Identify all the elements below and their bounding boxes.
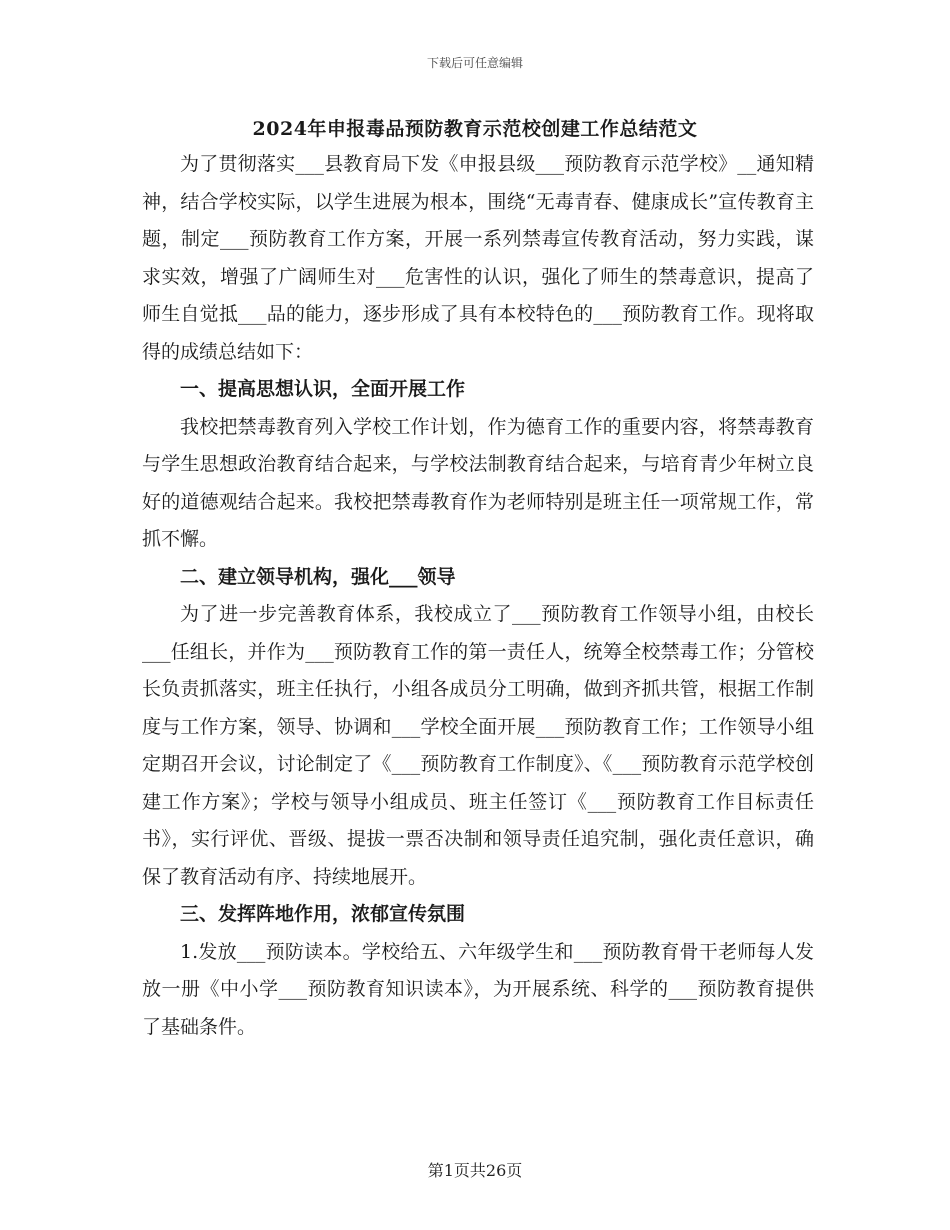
section-paragraph-2: 为了进一步完善教育体系，我校成立了___预防教育工作领导小组，由校长___任组长，并作为___预防教育工作的第一责任人，统筹全校禁毒工作；分管校长负责抓落实，班主任执行，小组各成员分工明确，做到齐抓共管，根据工作制度与工作方案，领导、协调和___学校全面开展___预防教育工作；工作领导小组定期召开会议，讨论制定了《___预防教育工作制度》、《___预防教育示范学校创建工作方案》；学校与领导小组成员、班主任签订《___预防教育工作目标责任书》，实行评优、晋级、提拔一票否决制和领导责任追究制，强化责任意识，确保了教育活动有序、持续地展开。 bbox=[142, 603, 814, 888]
page-footer: 第1页共26页 bbox=[427, 1161, 523, 1180]
header-note: 下载后可任意编辑 bbox=[426, 56, 523, 70]
section-heading-3: 三、发挥阵地作用，浓郁宣传氛围 bbox=[180, 903, 466, 925]
section-heading-1: 一、提高思想认识，全面开展工作 bbox=[180, 378, 466, 400]
document-body bbox=[142, 146, 814, 1046]
section-paragraph-3: 1.发放___预防读本。学校给五、六年级学生和___预防教育骨干老师每人发放一册《中小学___预防教育知识读本》，为开展系统、科学的___预防教育提供了基础条件。 bbox=[142, 940, 814, 1038]
intro-paragraph: 为了贯彻落实___县教育局下发《申报县级___预防教育示范学校》__通知精神，结合学校实际，以学生进展为根本，围绕“无毒青春、健康成长”宣传教育主题，制定___预防教育工作方案，开展一系列禁毒宣传教育活动，努力实践，谋求实效，增强了广阔师生对___危害性的认识，强化了师生的禁毒意识，提高了师生自觉抵___品的能力，逐步形成了具有本校特色的___预防教育工作。现将取得的成绩总结如下： bbox=[142, 153, 814, 363]
section-paragraph-1: 我校把禁毒教育列入学校工作计划，作为德育工作的重要内容，将禁毒教育与学生思想政治教育结合起来，与学校法制教育结合起来，与培育青少年树立良好的道德观结合起来。我校把禁毒教育作为老师特别是班主任一项常规工作，常抓不懈。 bbox=[142, 415, 814, 550]
section-heading-2: 二、建立领导机构，强化___领导 bbox=[180, 565, 456, 588]
document-title: 2024年申报毒品预防教育示范校创建工作总结范文 bbox=[252, 118, 698, 140]
